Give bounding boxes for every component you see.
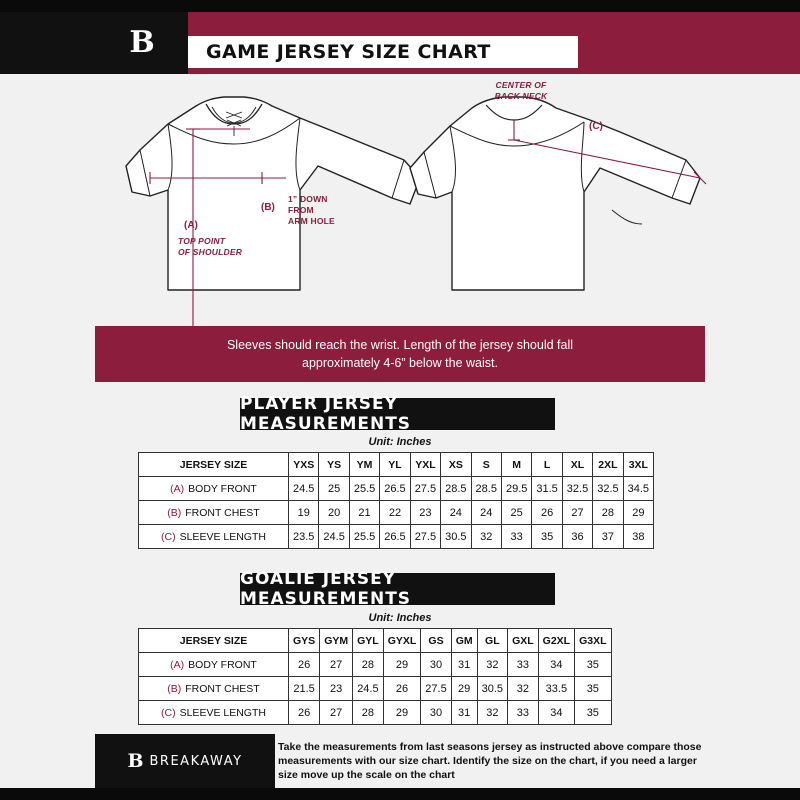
annotation-center-back-neck: CENTER OF BACK NECK: [494, 80, 548, 101]
note-left-gap: [0, 326, 95, 382]
row-text-sleeve-length: SLEEVE LENGTH: [179, 706, 266, 719]
table-header-row: [139, 629, 612, 653]
page-title: [188, 36, 578, 68]
cell: 37: [593, 525, 623, 549]
row-marker-b: (B): [167, 682, 182, 695]
col-yxs: YXS: [289, 453, 319, 477]
col-2xl: 2XL: [593, 453, 623, 477]
cell: 27.5: [410, 477, 440, 501]
table-row: [139, 525, 654, 549]
cell: 38: [623, 525, 653, 549]
cell: 35: [575, 701, 611, 725]
cell: 21.5: [289, 677, 320, 701]
col-gys: GYS: [289, 629, 320, 653]
cell: 33: [501, 525, 531, 549]
row-label-sleeve-length: [139, 525, 289, 549]
annotation-one-inch-down: 1” DOWN FROM ARM HOLE: [288, 194, 335, 226]
col-ys: YS: [319, 453, 349, 477]
col-yxl: YXL: [410, 453, 440, 477]
cell: 31: [451, 653, 477, 677]
cell: 28.5: [471, 477, 501, 501]
cell: 24: [471, 501, 501, 525]
row-text-front-chest: FRONT CHEST: [185, 682, 260, 695]
cell: 30: [421, 653, 451, 677]
footer-brand-mark: B: [127, 749, 144, 772]
cell: 32: [471, 525, 501, 549]
table-row: [139, 677, 612, 701]
col-gyxl: GYXL: [383, 629, 421, 653]
cell: 26: [532, 501, 562, 525]
cell: 24: [441, 501, 471, 525]
table-row: [139, 477, 654, 501]
cell: 33: [508, 701, 539, 725]
footer-brand-name: BREAKAWAY: [149, 753, 243, 769]
cell: 23.5: [289, 525, 319, 549]
row-text-sleeve-length: SLEEVE LENGTH: [179, 530, 266, 543]
cell: 26.5: [380, 477, 410, 501]
table-row: [139, 701, 612, 725]
cell: 29: [383, 701, 421, 725]
marker-b: (B): [261, 202, 275, 213]
cell: 34: [538, 701, 574, 725]
col-gyl: GYL: [353, 629, 384, 653]
cell: 32: [477, 701, 507, 725]
col-gym: GYM: [320, 629, 353, 653]
cell: 23: [320, 677, 353, 701]
player-section-title: PLAYER JERSEY MEASUREMENTS: [240, 398, 555, 430]
col-ym: YM: [349, 453, 379, 477]
col-m: M: [501, 453, 531, 477]
row-text-front-chest: FRONT CHEST: [185, 506, 260, 519]
cell: 26.5: [380, 525, 410, 549]
table-row: [139, 653, 612, 677]
jersey-illustrations: [0, 74, 800, 326]
row-marker-a: (A): [170, 658, 185, 671]
table-header-row: [139, 453, 654, 477]
cell: 32: [508, 677, 539, 701]
jersey-diagram-svg: [0, 74, 800, 326]
brand-logo-mark: B: [129, 25, 154, 60]
cell: 35: [575, 653, 611, 677]
row-marker-a: (A): [170, 482, 185, 495]
col-yl: YL: [380, 453, 410, 477]
row-marker-c: (C): [161, 530, 176, 543]
cell: 28: [353, 701, 384, 725]
goalie-section-title: GOALIE JERSEY MEASUREMENTS: [240, 573, 555, 605]
cell: 32.5: [593, 477, 623, 501]
cell: 24.5: [319, 525, 349, 549]
cell: 27: [320, 653, 353, 677]
cell: 31.5: [532, 477, 562, 501]
header-left-block: [0, 12, 95, 74]
cell: 35: [532, 525, 562, 549]
cell: 33: [508, 653, 539, 677]
cell: 32.5: [562, 477, 592, 501]
marker-c: (C): [589, 121, 603, 132]
footer: [0, 734, 800, 788]
cell: 29: [623, 501, 653, 525]
cell: 27: [562, 501, 592, 525]
cell: 36: [562, 525, 592, 549]
fit-note-line1: Sleeves should reach the wrist. Length of the jersey should fall: [226, 338, 574, 352]
cell: 29: [383, 653, 421, 677]
col-gs: GS: [421, 629, 451, 653]
row-text-body-front: BODY FRONT: [188, 658, 257, 671]
page-title-text: GAME JERSEY SIZE CHART: [206, 41, 491, 63]
cell: 19: [289, 501, 319, 525]
sheet: [0, 12, 800, 788]
cell: 26: [289, 701, 320, 725]
row-marker-b: (B): [167, 506, 182, 519]
row-label-sleeve-length: [139, 701, 289, 725]
header-bar: [0, 12, 800, 74]
goalie-unit-label: Unit: Inches: [368, 612, 432, 624]
col-3xl: 3XL: [623, 453, 653, 477]
annotation-top-point-of-shoulder: TOP POINT OF SHOULDER: [178, 236, 243, 257]
row-marker-c: (C): [161, 706, 176, 719]
cell: 29: [451, 677, 477, 701]
cell: 25.5: [349, 477, 379, 501]
cell: 33.5: [538, 677, 574, 701]
cell: 25: [319, 477, 349, 501]
goalie-measurements-table: [138, 628, 612, 725]
row-label-body-front: [139, 477, 289, 501]
row-label-front-chest: [139, 501, 289, 525]
cell: 23: [410, 501, 440, 525]
player-unit-label: Unit: Inches: [368, 436, 432, 448]
footer-brand: [95, 734, 275, 788]
cell: 26: [383, 677, 421, 701]
cell: 28: [593, 501, 623, 525]
cell: 28.5: [441, 477, 471, 501]
cell: 21: [349, 501, 379, 525]
col-gl: GL: [477, 629, 507, 653]
col-s: S: [471, 453, 501, 477]
cell: 30.5: [477, 677, 507, 701]
cell: 25: [501, 501, 531, 525]
cell: 35: [575, 677, 611, 701]
table-row: [139, 501, 654, 525]
cell: 31: [451, 701, 477, 725]
goalie-size-header: JERSEY SIZE: [139, 629, 289, 653]
col-gm: GM: [451, 629, 477, 653]
col-xs: XS: [441, 453, 471, 477]
col-g2xl: G2XL: [538, 629, 574, 653]
fit-note: [95, 326, 705, 382]
cell: 34.5: [623, 477, 653, 501]
cell: 27.5: [410, 525, 440, 549]
cell: 30.5: [441, 525, 471, 549]
cell: 25.5: [349, 525, 379, 549]
brand-logo: [95, 12, 188, 74]
row-label-body-front: [139, 653, 289, 677]
col-g3xl: G3XL: [575, 629, 611, 653]
fit-note-line2: approximately 4-6” below the waist.: [302, 356, 498, 370]
col-xl: XL: [562, 453, 592, 477]
cell: 28: [353, 653, 384, 677]
cell: 24.5: [353, 677, 384, 701]
cell: 22: [380, 501, 410, 525]
player-size-header: JERSEY SIZE: [139, 453, 289, 477]
cell: 32: [477, 653, 507, 677]
cell: 27.5: [421, 677, 451, 701]
row-label-front-chest: [139, 677, 289, 701]
cell: 24.5: [289, 477, 319, 501]
marker-a: (A): [184, 220, 198, 231]
cell: 30: [421, 701, 451, 725]
cell: 26: [289, 653, 320, 677]
col-l: L: [532, 453, 562, 477]
col-gxl: GXL: [508, 629, 539, 653]
row-text-body-front: BODY FRONT: [188, 482, 257, 495]
cell: 29.5: [501, 477, 531, 501]
player-measurements-table: [138, 452, 654, 549]
cell: 34: [538, 653, 574, 677]
footer-instructions: Take the measurements from last seasons jersey as instructed above compare those measurements with our size chart. Identify the size on the chart, if you need a larger size move up the scale on the chart: [278, 741, 702, 781]
cell: 27: [320, 701, 353, 725]
cell: 20: [319, 501, 349, 525]
